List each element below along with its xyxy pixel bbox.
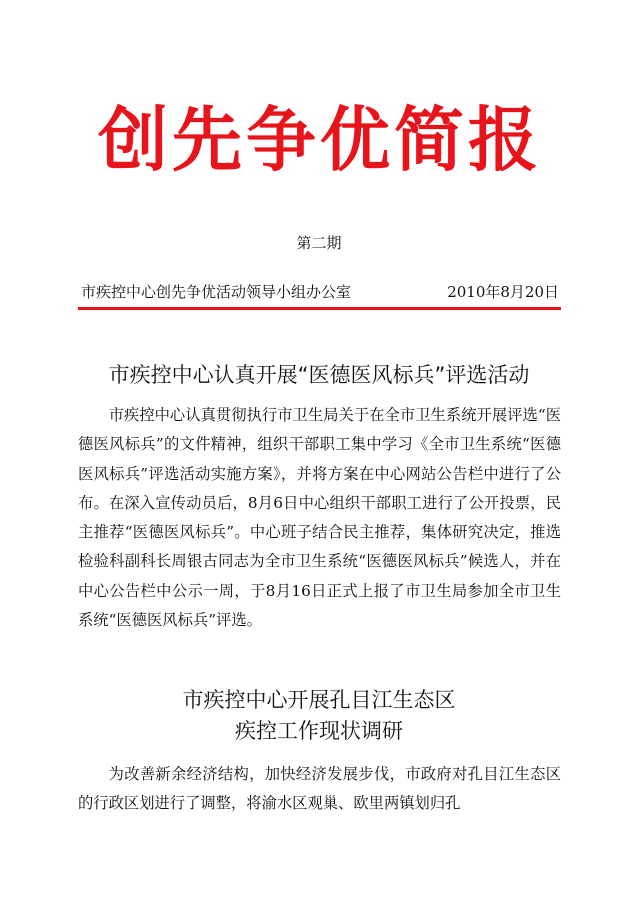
issue-number: 第二期: [296, 234, 342, 252]
article-2-title-line-1: 市疾控中心开展孔目江生态区: [182, 688, 456, 712]
article-1-title: 市疾控中心认真开展“医德医风标兵”评选活动: [108, 363, 530, 387]
article-2-title-line-2: 疾控工作现状调研: [235, 719, 403, 743]
publish-date: 2010年8月20日: [447, 283, 559, 301]
masthead-title: 创先争优简报: [98, 98, 542, 181]
article-1-body: 市疾控中心认真贯彻执行市卫生局关于在全市卫生系统开展评选“医德医风标兵”的文件精神，组织干部职工集中学习《全市卫生系统“医德医风标兵”评选活动实施方案》，并将方案在中心网站公告栏中进行了公布。在深入宣传动员后，8月6日中心组织干部职工进行了公开投票，民主推荐“医德医风标兵”。中心班子结合民主推荐，集体研究决定，推选检验科副科长周银古同志为全市卫生系统“医德医风标兵”候选人，并在中心公告栏中公示一周，于8月16日正式上报了市卫生局参加全市卫生系统“医德医风标兵”评选。: [78, 406, 561, 630]
article-2-body: 为改善新余经济结构，加快经济发展步伐，市政府对孔目江生态区的行政区划进行了调整，将渝水区观巢、欧里两镇划归孔: [78, 765, 561, 813]
red-divider-rule: [78, 307, 561, 310]
article-2-title: [0, 685, 638, 747]
publisher-line: [81, 281, 559, 303]
publisher-organization: 市疾控中心创先争优活动领导小组办公室: [81, 283, 352, 301]
